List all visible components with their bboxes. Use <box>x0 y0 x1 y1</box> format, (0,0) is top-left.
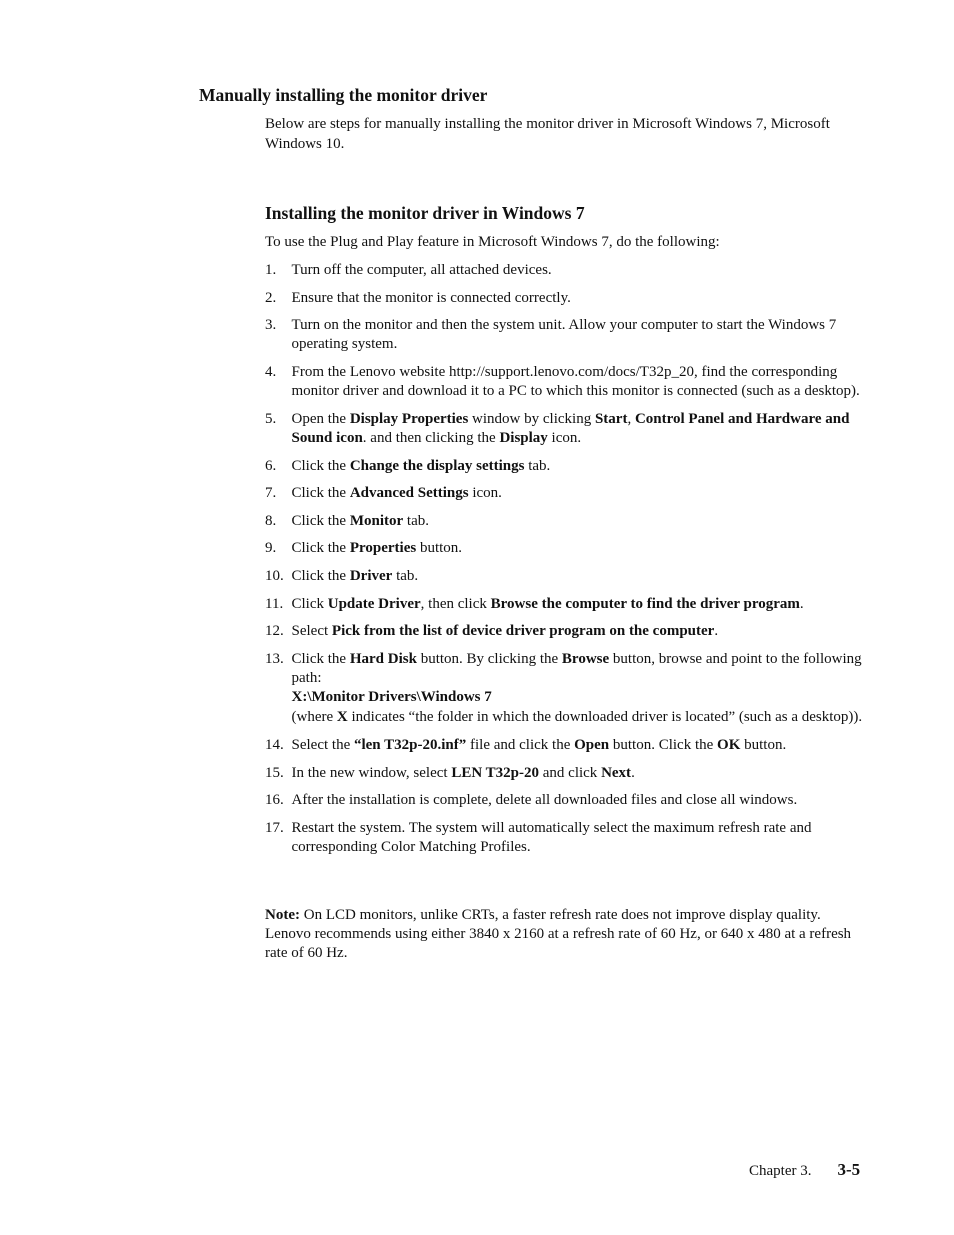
step-number: 2. <box>265 289 277 306</box>
step-text <box>292 820 812 855</box>
step-emphasis: Browse the computer to find the driver program <box>490 595 800 612</box>
step-emphasis: Properties <box>349 540 417 557</box>
step-emphasis: Open <box>574 737 610 754</box>
step-text <box>292 765 635 781</box>
step-text-run: Click the <box>291 567 350 584</box>
step-item <box>265 650 865 728</box>
step-item <box>265 764 865 783</box>
step-text <box>292 411 850 446</box>
step-text-run: Open the <box>291 410 350 427</box>
step-text <box>292 364 860 399</box>
step-item <box>265 289 865 308</box>
step-item <box>265 484 865 503</box>
step-text-run: Click the <box>291 512 350 529</box>
footer-chapter: Chapter 3. <box>749 1163 812 1179</box>
page-footer <box>749 1160 860 1180</box>
step-number: 13. <box>265 650 284 667</box>
step-text <box>292 540 463 556</box>
step-text <box>292 485 502 501</box>
note-text: On LCD monitors, unlike CRTs, a faster refresh rate does not improve display quality. Lenovo recommends using either 3840 x 2160 at a refresh rate of 60 Hz, or 640 x 480 at a refresh rate of 60 Hz. <box>265 907 852 962</box>
step-number: 5. <box>265 410 277 427</box>
step-item <box>265 410 865 448</box>
step-text-run: button. By clicking the <box>416 650 562 667</box>
step-text-run: . <box>799 595 804 612</box>
step-text-run: . <box>714 623 719 640</box>
subsection-heading: Installing the monitor driver in Windows 7 <box>265 203 585 223</box>
step-text <box>292 317 837 352</box>
driver-path: X:\Monitor Drivers\Windows 7 <box>291 689 492 706</box>
steps-list <box>265 261 865 866</box>
step-text <box>292 792 798 808</box>
step-text-run: Click the <box>291 485 350 502</box>
step-emphasis: Browse <box>561 650 610 667</box>
step-text <box>292 651 862 686</box>
step-text-run: icon. <box>547 429 582 446</box>
step-text-run: tab. <box>403 512 429 529</box>
step-item <box>265 595 865 614</box>
step-text-run: In the new window, select <box>291 764 452 781</box>
step-item <box>265 363 865 401</box>
step-number: 15. <box>265 764 284 781</box>
step-emphasis: Update Driver <box>327 595 421 612</box>
step-number: 17. <box>265 820 284 837</box>
step-text-run: tab. <box>524 457 551 474</box>
step-text <box>292 290 571 306</box>
step-emphasis: Control Panel and Hardware and Sound icon <box>291 410 850 446</box>
step-text-run: Click the <box>291 650 350 667</box>
note-paragraph <box>265 906 855 964</box>
step-number: 12. <box>265 623 284 640</box>
step-item <box>265 457 865 476</box>
step-text-run: After the installation is complete, delete all downloaded files and close all windows. <box>291 792 798 809</box>
step-text-run: button. <box>416 540 463 557</box>
step-emphasis: LEN T32p-20 <box>451 764 539 781</box>
step-number: 16. <box>265 792 284 809</box>
step-number: 10. <box>265 567 284 584</box>
step-number: 7. <box>265 485 277 502</box>
step-text-run: button. <box>740 737 787 754</box>
step-emphasis: X <box>336 709 348 726</box>
step-text-run: . <box>631 764 635 781</box>
step-item <box>265 622 865 641</box>
step-text <box>292 458 551 474</box>
step-item <box>265 512 865 531</box>
step-number: 11. <box>265 595 284 612</box>
subsection-lead: To use the Plug and Play feature in Microsoft Windows 7, do the following: <box>265 234 720 250</box>
step-text <box>292 568 419 584</box>
step-number: 14. <box>265 737 284 754</box>
step-text-run: Click the <box>291 457 350 474</box>
step-text-run: Click the <box>291 540 350 557</box>
step-text-run: file and click the <box>466 737 575 754</box>
step-item <box>265 791 865 810</box>
step-subnote <box>292 707 866 728</box>
step-item <box>265 539 865 558</box>
step-text-run: window by clicking <box>468 410 595 427</box>
step-text <box>292 513 429 529</box>
step-text-run: and click <box>539 764 602 781</box>
step-text-run: icon. <box>468 485 502 502</box>
step-item <box>265 316 865 354</box>
step-text-run: button. Click the <box>609 737 718 754</box>
step-item <box>265 819 865 857</box>
step-number: 4. <box>265 363 277 380</box>
step-item <box>265 736 865 755</box>
step-number: 3. <box>265 317 277 334</box>
step-text <box>292 596 804 612</box>
step-text-run: . and then clicking the <box>362 429 500 446</box>
step-text-run: (where <box>291 709 337 726</box>
step-text <box>292 737 787 753</box>
step-text-run: Restart the system. The system will automatically select the maximum refresh rate and corresponding Color Matching Profiles. <box>291 820 812 856</box>
step-text-run: Turn off the computer, all attached devices. <box>291 262 552 278</box>
step-emphasis: Advanced Settings <box>349 485 469 502</box>
step-emphasis: Pick from the list of device driver program on the computer <box>331 623 715 640</box>
step-emphasis: “len T32p-20.inf” <box>353 737 467 754</box>
step-item <box>265 261 865 280</box>
step-emphasis: Display <box>499 429 548 446</box>
step-number: 1. <box>265 262 277 278</box>
step-text-run: , then click <box>420 595 491 612</box>
step-emphasis: Next <box>601 764 632 781</box>
step-text <box>292 262 552 278</box>
step-emphasis: Driver <box>349 567 393 584</box>
step-text-run: indicates “the folder in which the downloaded driver is located” (such as a desktop)). <box>347 709 863 726</box>
section-heading: Manually installing the monitor driver <box>199 85 488 105</box>
step-emphasis: Monitor <box>349 512 404 529</box>
step-text-run: Click <box>291 595 328 612</box>
step-emphasis: OK <box>717 737 741 754</box>
step-text-run: Select the <box>291 737 354 754</box>
step-text-run: Ensure that the monitor is connected correctly. <box>291 289 571 306</box>
step-emphasis: Change the display settings <box>349 457 525 474</box>
step-text-run: Turn on the monitor and then the system unit. Allow your computer to start the Windows 7 operating system. <box>291 317 837 353</box>
step-text-run: Select <box>291 623 332 640</box>
step-text-run: , <box>627 410 635 427</box>
step-text <box>292 623 719 639</box>
step-number: 9. <box>265 540 277 557</box>
step-emphasis: Display Properties <box>349 410 469 427</box>
step-text-run: button, browse and point to the following path: <box>291 650 862 686</box>
step-emphasis: Hard Disk <box>349 650 417 667</box>
footer-page-number: 3-5 <box>837 1160 861 1179</box>
step-emphasis: Start <box>594 410 628 427</box>
step-text-run: tab. <box>392 567 419 584</box>
step-item <box>265 567 865 586</box>
step-text-run: From the Lenovo website http://support.lenovo.com/docs/T32p_20, find the corresponding monitor driver and download it to a PC to which this monitor is connected (such as a desktop). <box>291 363 860 400</box>
note-label: Note: <box>265 907 300 923</box>
step-number: 8. <box>265 512 277 529</box>
step-number: 6. <box>265 457 277 474</box>
section-intro: Below are steps for manually installing the monitor driver in Microsoft Windows 7, Microsoft Windows 10. <box>265 116 830 152</box>
